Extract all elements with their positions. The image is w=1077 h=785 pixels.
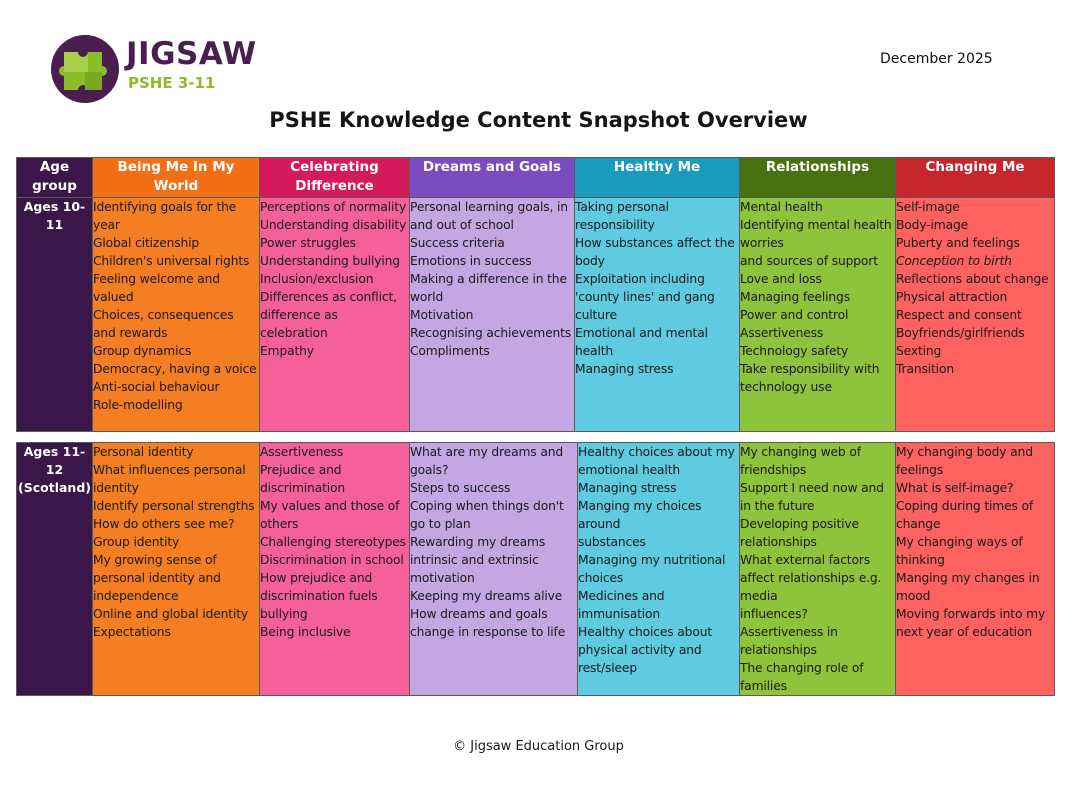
list-item: Physical attraction (896, 290, 1008, 304)
cell-celebrating-difference (260, 198, 410, 432)
list-item: Empathy (260, 344, 314, 358)
list-item: Democracy, having a voice (93, 362, 257, 376)
list-item: Healthy choices about physical activity and rest/sleep (578, 625, 713, 675)
list-item: Differences as conflict, difference as celebration (260, 290, 397, 340)
list-item: Coping when things don't go to plan (410, 499, 564, 531)
list-item: Self-image (896, 200, 960, 214)
list-item: Assertiveness (260, 445, 344, 459)
logo-wordmark: JIGSAW (126, 36, 257, 72)
column-header-dreams-and-goals: Dreams and Goals (410, 158, 575, 198)
list-item: The changing role of families (740, 661, 864, 693)
list-item: Transition (896, 362, 954, 376)
cell-dreams-and-goals (410, 443, 578, 696)
list-item: Keeping my dreams alive (410, 589, 563, 603)
list-item: Rewarding my dreams intrinsic and extrinsic motivation (410, 535, 546, 585)
list-item: Making a difference in the world (410, 272, 567, 304)
list-item: Choices, consequences and rewards (93, 308, 234, 340)
list-item: Personal identity (93, 445, 194, 459)
table-row (17, 198, 1055, 432)
list-item: Prejudice and discrimination (260, 463, 346, 495)
list-item: Technology safety (740, 344, 849, 358)
column-header-changing-me: Changing Me (896, 158, 1055, 198)
list-item: Recognising achievements (410, 326, 572, 340)
list-item: Managing feelings (740, 290, 850, 304)
list-item: Group identity (93, 535, 180, 549)
cell-relationships (740, 443, 896, 696)
list-item: Love and loss (740, 272, 822, 286)
list-item: Reflections about change (896, 272, 1049, 286)
column-header-celebrating-difference: Celebrating Difference (260, 158, 410, 198)
overview-table-bottom (16, 442, 1055, 696)
topic-list (410, 198, 574, 360)
list-item: Sexting (896, 344, 942, 358)
cell-healthy-me (575, 198, 740, 432)
list-item: Feeling welcome and valued (93, 272, 220, 304)
list-item: Conception to birth (896, 254, 1012, 268)
list-item: Being inclusive (260, 625, 351, 639)
list-item: Taking personal responsibility (575, 200, 669, 232)
list-item: Moving forwards into my next year of education (896, 607, 1046, 639)
cell-being-me (93, 443, 260, 696)
list-item: Exploitation including 'county lines' and gang culture (575, 272, 715, 322)
list-item: Success criteria (410, 236, 505, 250)
list-item: Body-image (896, 218, 969, 232)
age-label: Ages 10-11 (17, 198, 93, 432)
logo-subtitle: PSHE 3-11 (128, 74, 216, 92)
list-item: My changing ways of thinking (896, 535, 1023, 567)
list-item: Developing positive relationships (740, 517, 859, 549)
list-item: Coping during times of change (896, 499, 1034, 531)
puzzle-logo-icon (50, 34, 120, 104)
list-item: Power and control (740, 308, 849, 322)
list-item: Managing my nutritional choices (578, 553, 726, 585)
list-item: Personal learning goals, in and out of school (410, 200, 568, 232)
topic-list (260, 443, 409, 641)
list-item: Mental health (740, 200, 823, 214)
list-item: Power struggles (260, 236, 356, 250)
list-item: Understanding bullying (260, 254, 400, 268)
list-item: Perceptions of normality (260, 200, 407, 214)
cell-relationships (740, 198, 896, 432)
list-item: Assertiveness in relationships (740, 625, 838, 657)
list-item: Emotional and mental health (575, 326, 708, 358)
list-item: Steps to success (410, 481, 511, 495)
list-item: Role-modelling (93, 398, 183, 412)
list-item: Support I need now and in the future (740, 481, 884, 513)
cell-changing-me (896, 198, 1055, 432)
topic-list (93, 443, 259, 641)
column-header-relationships: Relationships (740, 158, 896, 198)
topic-list (740, 198, 895, 396)
list-item: Motivation (410, 308, 474, 322)
age-label: Ages 11-12 (Scotland) (17, 443, 93, 696)
list-item: influences? (740, 607, 808, 621)
page-title: PSHE Knowledge Content Snapshot Overview (269, 108, 808, 132)
list-item: Inclusion/exclusion (260, 272, 374, 286)
list-item: Manging my changes in mood (896, 571, 1040, 603)
list-item: Manging my choices around (578, 499, 702, 531)
list-item: Group dynamics (93, 344, 192, 358)
column-header-healthy-me: Healthy Me (575, 158, 740, 198)
list-item: Take responsibility with technology use (740, 362, 880, 394)
list-item: What is self-image? (896, 481, 1014, 495)
cell-being-me (93, 198, 260, 432)
list-item: Anti-social behaviour (93, 380, 220, 394)
list-item: Medicines and immunisation (578, 589, 665, 621)
list-item: Managing stress (578, 481, 677, 495)
list-item: Identify personal strengths (93, 499, 255, 513)
cell-changing-me (896, 443, 1055, 696)
list-item: Healthy choices about my emotional health (578, 445, 735, 477)
list-item: Emotions in success (410, 254, 532, 268)
cell-dreams-and-goals (410, 198, 575, 432)
list-item: My changing web of friendships (740, 445, 861, 477)
list-item: How substances affect the body (575, 236, 735, 268)
list-item: Puberty and feelings (896, 236, 1020, 250)
list-item: Online and global identity (93, 607, 249, 621)
list-item: How dreams and goals change in response to life (410, 607, 566, 639)
list-item: Identifying goals for the year (93, 200, 237, 232)
topic-list (896, 443, 1054, 641)
topic-list (93, 198, 259, 414)
cell-celebrating-difference (260, 443, 410, 696)
cell-healthy-me (578, 443, 740, 696)
list-item: Assertiveness (740, 326, 824, 340)
list-item: My growing sense of personal identity and independence (93, 553, 221, 603)
list-item: Compliments (410, 344, 490, 358)
age-group-header: Age group (17, 158, 93, 198)
list-item: Respect and consent (896, 308, 1022, 322)
list-item: What are my dreams and goals? (410, 445, 563, 477)
column-header-being-me: Being Me In My World (93, 158, 260, 198)
list-item: Understanding disability (260, 218, 407, 232)
list-item: Global citizenship (93, 236, 200, 250)
topic-list (896, 198, 1054, 378)
list-item: and sources of support (740, 254, 878, 268)
topic-list (578, 443, 739, 677)
list-item: How prejudice and discrimination fuels bullying (260, 571, 378, 621)
list-item: What influences personal identity (93, 463, 246, 495)
list-item: Discrimination in school (260, 553, 404, 567)
list-item: What external factors affect relationships e.g. media (740, 553, 882, 603)
topic-list (740, 443, 895, 695)
overview-table-top (16, 157, 1055, 432)
list-item: substances (578, 535, 646, 549)
list-item: Managing stress (575, 362, 674, 376)
list-item: Boyfriends/girlfriends (896, 326, 1025, 340)
table-row (17, 443, 1055, 696)
jigsaw-logo (50, 34, 280, 106)
list-item: How do others see me? (93, 517, 235, 531)
header-row (17, 158, 1055, 198)
topic-list (260, 198, 409, 360)
topic-list (410, 443, 577, 641)
list-item: My values and those of others (260, 499, 400, 531)
list-item: Identifying mental health worries (740, 218, 892, 250)
list-item: Children's universal rights (93, 254, 250, 268)
list-item: Challenging stereotypes (260, 535, 406, 549)
list-item: My changing body and feelings (896, 445, 1033, 477)
topic-list (575, 198, 739, 378)
list-item: Expectations (93, 625, 171, 639)
document-date: December 2025 (880, 51, 993, 67)
copyright-footer: © Jigsaw Education Group (453, 739, 624, 754)
